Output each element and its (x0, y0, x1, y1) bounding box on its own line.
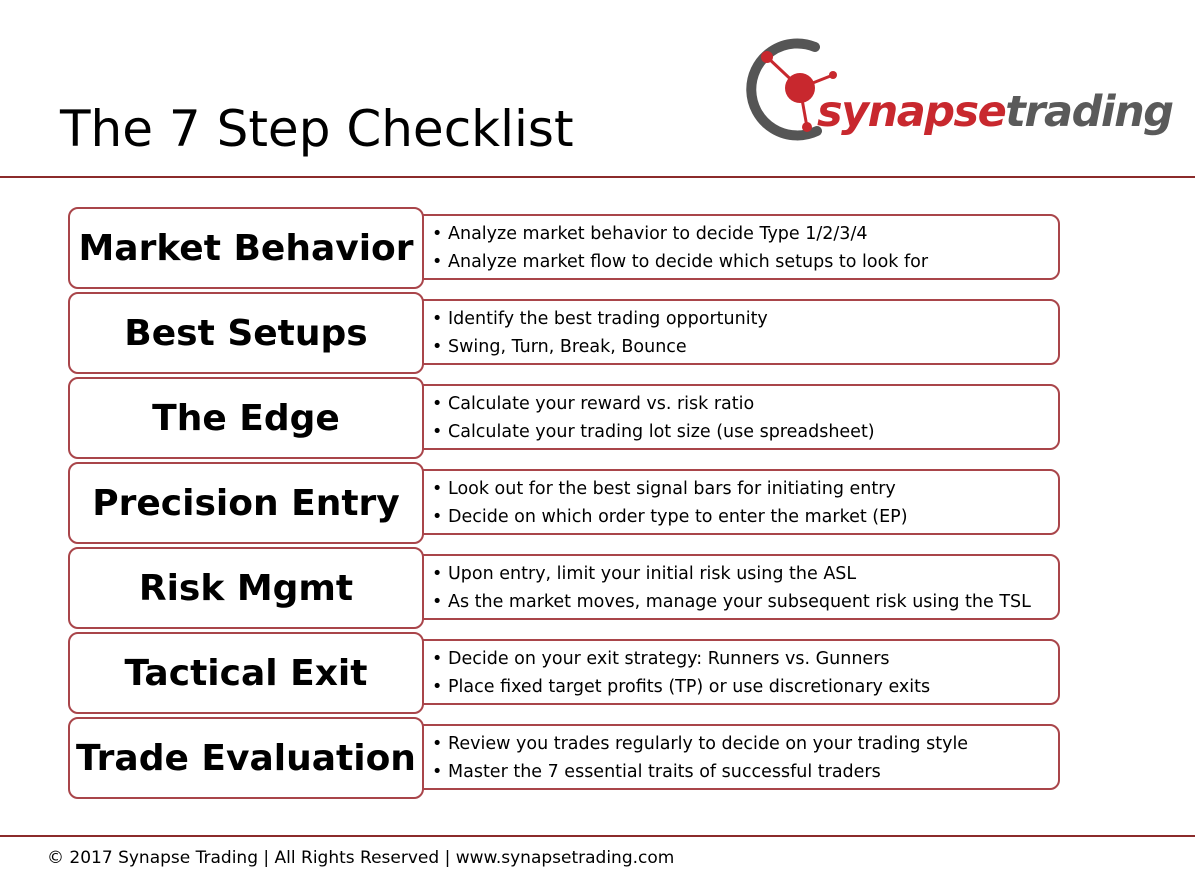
step-name: Market Behavior (68, 207, 424, 289)
step-trade-evaluation (68, 717, 1060, 802)
logo-text-trading: trading (1005, 87, 1173, 137)
step-point: • Calculate your reward vs. risk ratio (432, 390, 1058, 418)
step-name: Risk Mgmt (68, 547, 424, 629)
step-risk-mgmt (68, 547, 1060, 632)
step-point: • Calculate your trading lot size (use spreadsheet) (432, 418, 1058, 446)
logo-wordmark (817, 87, 1173, 137)
step-details (408, 554, 1060, 620)
checklist (68, 207, 1060, 802)
step-details (408, 214, 1060, 280)
footer-divider (0, 835, 1195, 837)
logo-text-synapse: synapse (817, 87, 1006, 137)
step-name: Precision Entry (68, 462, 424, 544)
step-point: • Master the 7 essential traits of successful traders (432, 758, 1058, 786)
step-precision-entry (68, 462, 1060, 547)
step-the-edge (68, 377, 1060, 462)
step-best-setups (68, 292, 1060, 377)
step-point: • Review you trades regularly to decide on your trading style (432, 730, 1058, 758)
step-point: • Place fixed target profits (TP) or use discretionary exits (432, 673, 1058, 701)
step-details (408, 384, 1060, 450)
step-details (408, 724, 1060, 790)
step-name: Trade Evaluation (68, 717, 424, 799)
step-point: • Analyze market flow to decide which setups to look for (432, 248, 1058, 276)
step-tactical-exit (68, 632, 1060, 717)
step-name: Best Setups (68, 292, 424, 374)
footer-copyright: © 2017 Synapse Trading | All Rights Reserved | www.synapsetrading.com (47, 848, 675, 868)
step-point: • Decide on your exit strategy: Runners vs. Gunners (432, 645, 1058, 673)
header-divider (0, 176, 1195, 178)
step-point: • Look out for the best signal bars for initiating entry (432, 475, 1058, 503)
step-details (408, 299, 1060, 365)
step-details (408, 639, 1060, 705)
step-details (408, 469, 1060, 535)
step-name: Tactical Exit (68, 632, 424, 714)
step-market-behavior (68, 207, 1060, 292)
step-point: • Upon entry, limit your initial risk using the ASL (432, 560, 1058, 588)
step-point: • Analyze market behavior to decide Type 1/2/3/4 (432, 220, 1058, 248)
step-point: • Swing, Turn, Break, Bounce (432, 333, 1058, 361)
step-name: The Edge (68, 377, 424, 459)
step-point: • Decide on which order type to enter the market (EP) (432, 503, 1058, 531)
step-point: • Identify the best trading opportunity (432, 305, 1058, 333)
synapse-trading-logo (745, 35, 1173, 145)
step-point: • As the market moves, manage your subsequent risk using the TSL (432, 588, 1058, 616)
page-title: The 7 Step Checklist (60, 100, 574, 158)
